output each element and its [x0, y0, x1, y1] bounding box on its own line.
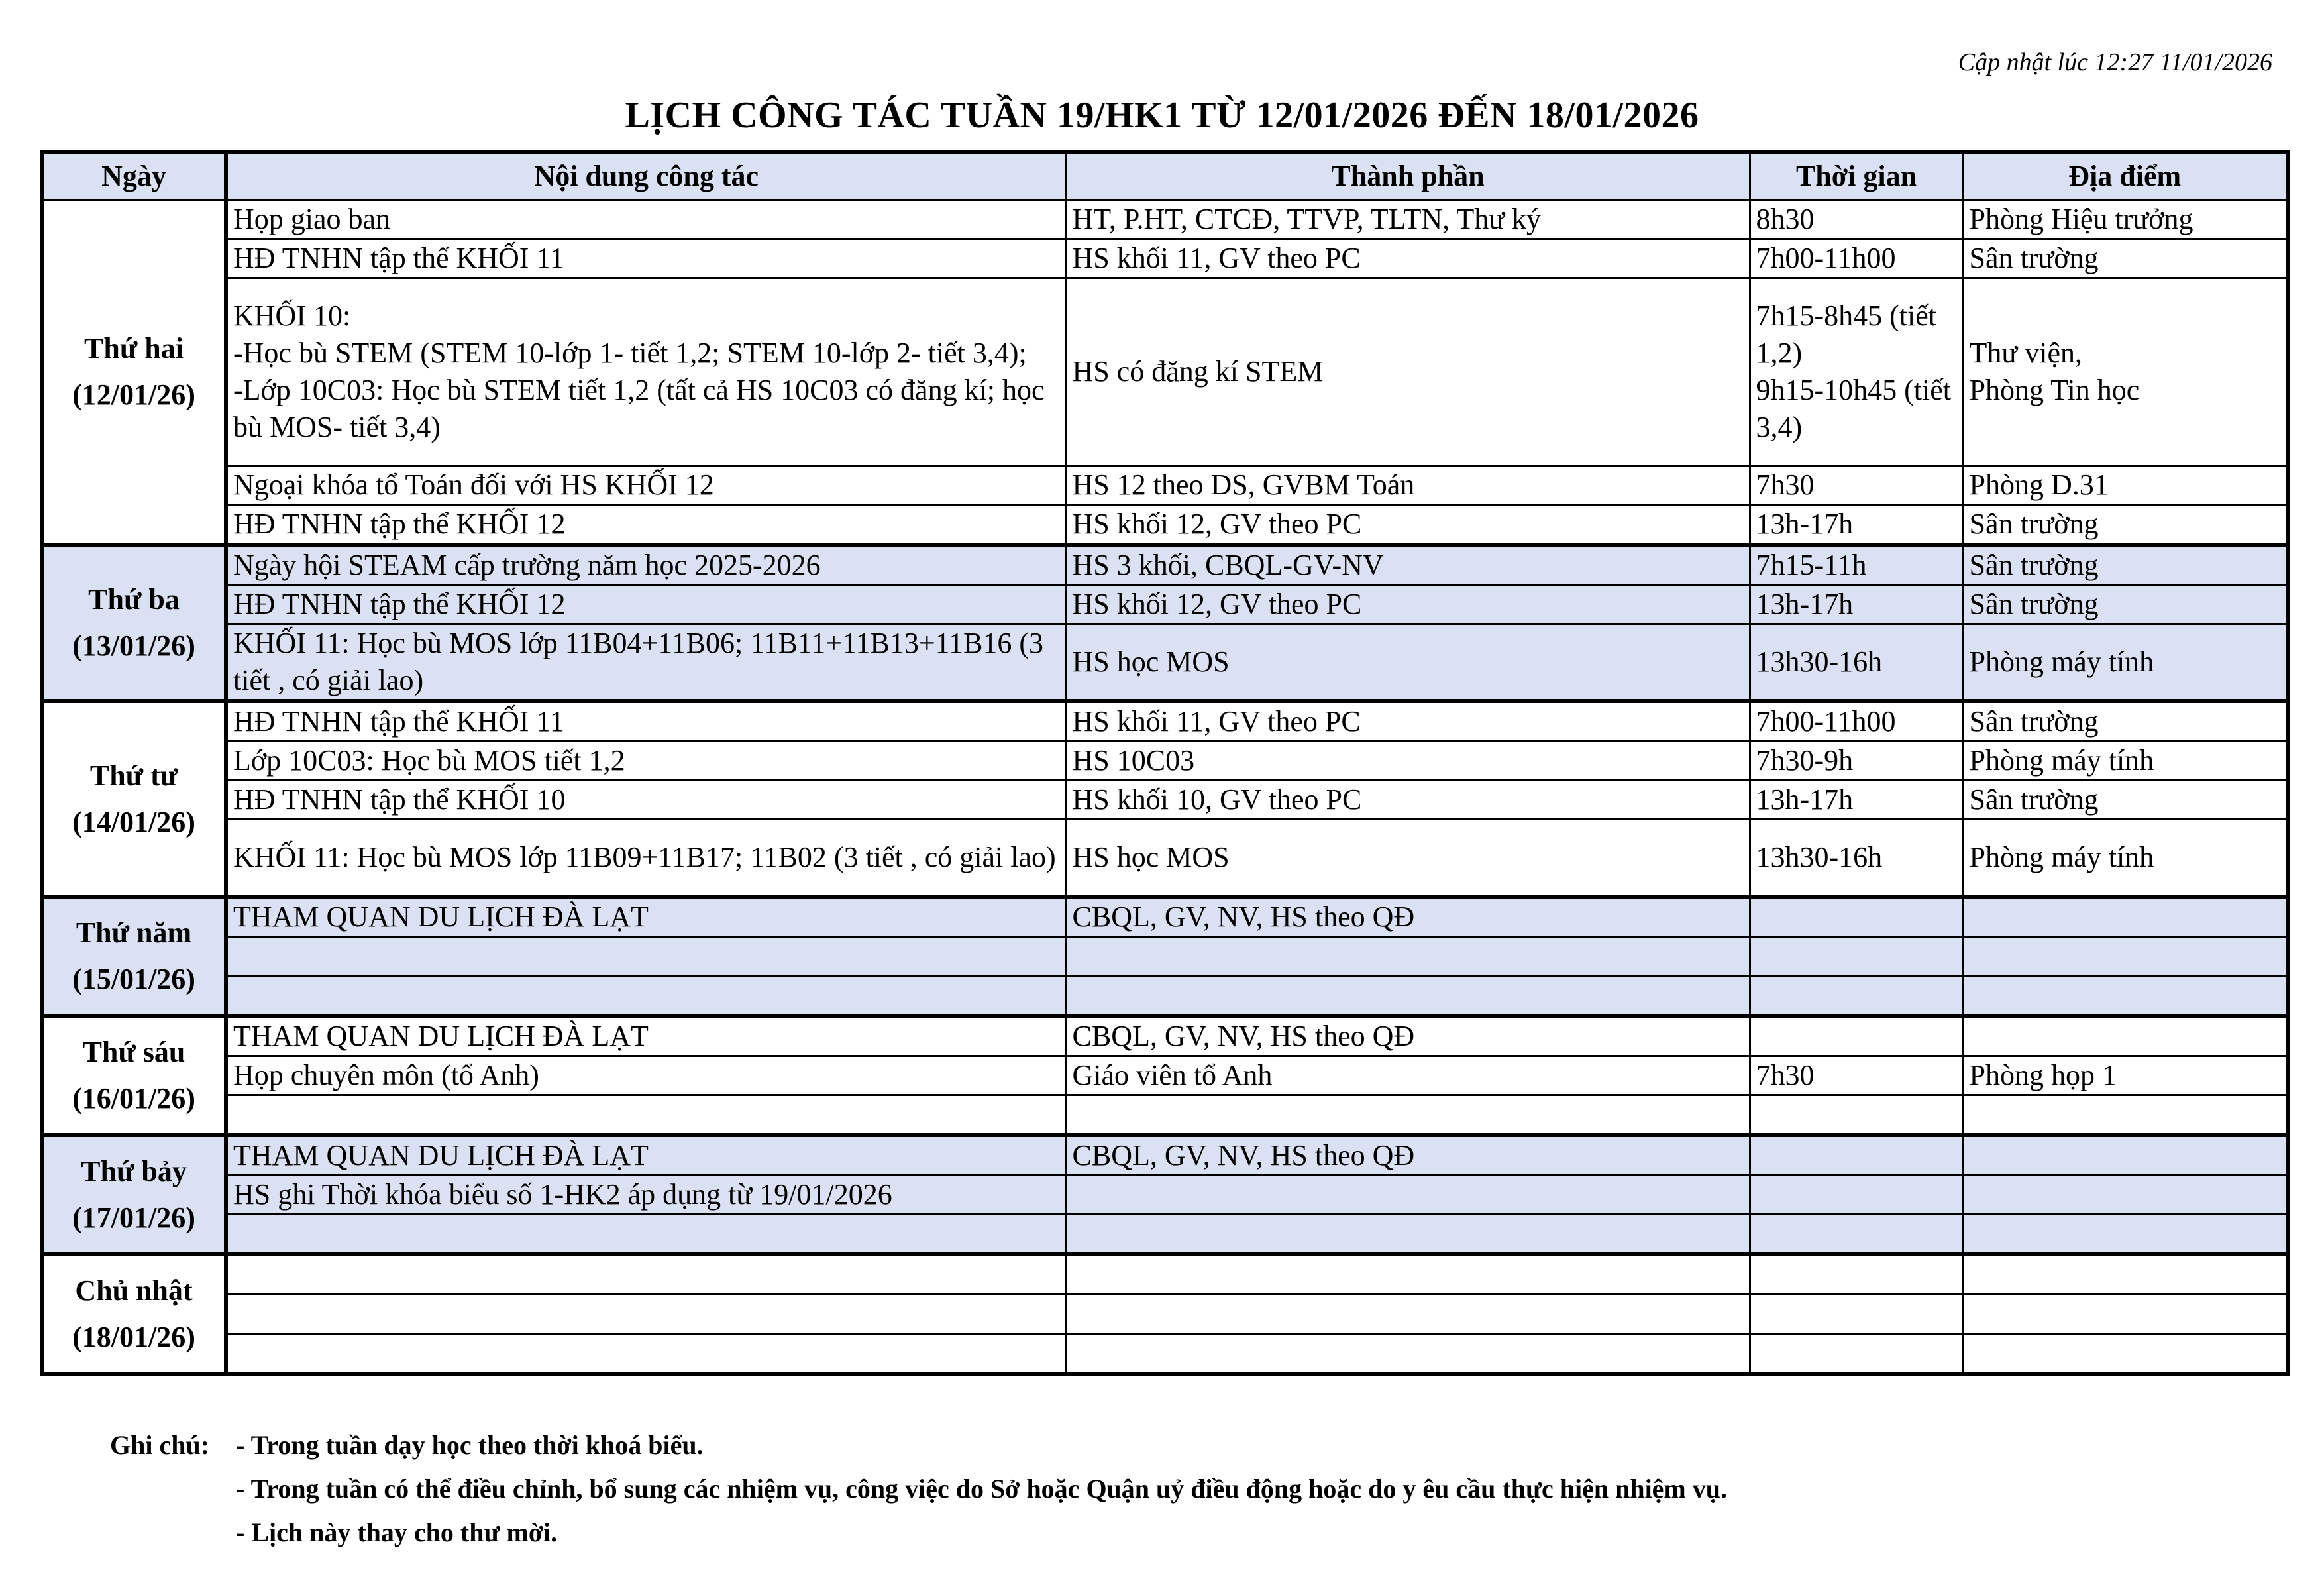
content-cell: Họp giao ban [226, 200, 1066, 239]
day-cell [42, 1016, 226, 1135]
place-cell [1963, 1254, 2288, 1295]
time-cell [1750, 1176, 1963, 1215]
day-cell [42, 897, 226, 1016]
members-cell [1066, 1295, 1750, 1334]
content-cell [226, 1215, 1066, 1255]
day-name: Chủ nhật [75, 1274, 193, 1307]
content-cell: KHỐI 11: Học bù MOS lớp 11B04+11B06; 11B11+11B13+11B16 (3 tiết , có giải lao) [226, 624, 1066, 702]
table-row [42, 1095, 2288, 1136]
header-place: Địa điểm [1963, 152, 2288, 200]
day-date: (16/01/26) [72, 1082, 195, 1115]
place-cell [1963, 1176, 2288, 1215]
table-row [42, 897, 2288, 937]
members-cell: CBQL, GV, NV, HS theo QĐ [1066, 897, 1750, 937]
place-cell: Phòng D.31 [1963, 466, 2288, 505]
members-cell: HS 3 khối, CBQL-GV-NV [1066, 545, 1750, 585]
table-row [42, 701, 2288, 742]
members-cell [1066, 1095, 1750, 1136]
place-cell: Phòng máy tính [1963, 624, 2288, 702]
members-cell: Giáo viên tổ Anh [1066, 1056, 1750, 1095]
members-cell: HS khối 11, GV theo PC [1066, 239, 1750, 278]
place-cell: Phòng họp 1 [1963, 1056, 2288, 1095]
time-cell: 7h00-11h00 [1750, 239, 1963, 278]
time-cell: 7h15-11h [1750, 545, 1963, 585]
table-row [42, 1215, 2288, 1255]
time-cell [1750, 937, 1963, 976]
notes-label: Ghi chú: [110, 1430, 210, 1460]
notes-lines [236, 1423, 2223, 1555]
day-name: Thứ ba [88, 583, 180, 616]
time-cell: 13h30-16h [1750, 624, 1963, 702]
members-cell: HS học MOS [1066, 820, 1750, 897]
day-name: Thứ hai [84, 332, 184, 364]
table-row [42, 1176, 2288, 1215]
table-row [42, 781, 2288, 820]
table-row [42, 505, 2288, 545]
table-row [42, 1254, 2288, 1295]
place-cell [1963, 1135, 2288, 1176]
place-cell: Sân trường [1963, 239, 2288, 278]
members-cell: HS có đăng kí STEM [1066, 278, 1750, 466]
header-content: Nội dung công tác [226, 152, 1066, 200]
table-row [42, 239, 2288, 278]
table-row [42, 1056, 2288, 1095]
members-cell: HT, P.HT, CTCĐ, TTVP, TLTN, Thư ký [1066, 200, 1750, 239]
content-cell: KHỐI 11: Học bù MOS lớp 11B09+11B17; 11B02 (3 tiết , có giải lao) [226, 820, 1066, 897]
place-cell [1963, 1016, 2288, 1056]
content-cell: HĐ TNHN tập thể KHỐI 12 [226, 505, 1066, 545]
table-row [42, 585, 2288, 624]
content-cell: Lớp 10C03: Học bù MOS tiết 1,2 [226, 742, 1066, 781]
place-cell [1963, 976, 2288, 1017]
members-cell [1066, 1254, 1750, 1295]
time-cell [1750, 1016, 1963, 1056]
time-cell: 13h30-16h [1750, 820, 1963, 897]
place-cell: Sân trường [1963, 781, 2288, 820]
members-cell [1066, 1334, 1750, 1374]
time-cell [1750, 1295, 1963, 1334]
table-row [42, 545, 2288, 585]
content-cell [226, 937, 1066, 976]
place-cell: Phòng Hiệu trưởng [1963, 200, 2288, 239]
time-cell: 8h30 [1750, 200, 1963, 239]
content-cell: THAM QUAN DU LỊCH ĐÀ LẠT [226, 1016, 1066, 1056]
page-title: LỊCH CÔNG TÁC TUẦN 19/HK1 TỪ 12/01/2026 ĐẾN 18/01/2026 [625, 95, 1699, 136]
schedule-body [42, 200, 2288, 1374]
content-cell: HĐ TNHN tập thể KHỐI 12 [226, 585, 1066, 624]
place-cell [1963, 1095, 2288, 1136]
content-cell: THAM QUAN DU LỊCH ĐÀ LẠT [226, 897, 1066, 937]
members-cell: CBQL, GV, NV, HS theo QĐ [1066, 1016, 1750, 1056]
day-name: Thứ tư [89, 759, 178, 792]
members-cell: HS khối 10, GV theo PC [1066, 781, 1750, 820]
content-cell [226, 1295, 1066, 1334]
members-cell: HS khối 12, GV theo PC [1066, 505, 1750, 545]
table-row [42, 820, 2288, 897]
members-cell: HS 10C03 [1066, 742, 1750, 781]
note-line: - Lịch này thay cho thư mời. [236, 1517, 558, 1547]
time-cell [1750, 1254, 1963, 1295]
time-cell [1750, 976, 1963, 1017]
header-row [42, 152, 2288, 200]
table-row [42, 976, 2288, 1017]
content-cell: KHỐI 10: -Học bù STEM (STEM 10-lớp 1- tiết 1,2; STEM 10-lớp 2- tiết 3,4); -Lớp 10C03: Học bù STEM tiết 1,2 (tất cả HS 10C03 có đăng kí; học bù MOS- tiết 3,4) [226, 278, 1066, 466]
time-cell [1750, 897, 1963, 937]
time-cell [1750, 1215, 1963, 1255]
members-cell [1066, 937, 1750, 976]
place-cell: Sân trường [1963, 701, 2288, 742]
place-cell: Thư viện, Phòng Tin học [1963, 278, 2288, 466]
content-cell: THAM QUAN DU LỊCH ĐÀ LẠT [226, 1135, 1066, 1176]
content-cell [226, 1254, 1066, 1295]
place-cell [1963, 937, 2288, 976]
members-cell [1066, 1176, 1750, 1215]
table-row [42, 1135, 2288, 1176]
day-date: (18/01/26) [72, 1321, 195, 1353]
time-cell: 7h30 [1750, 466, 1963, 505]
day-cell [42, 701, 226, 897]
place-cell: Sân trường [1963, 505, 2288, 545]
time-cell: 7h30-9h [1750, 742, 1963, 781]
schedule-table [40, 150, 2290, 1376]
time-cell: 7h00-11h00 [1750, 701, 1963, 742]
time-cell: 13h-17h [1750, 781, 1963, 820]
day-cell [42, 200, 226, 545]
day-cell [42, 1135, 226, 1254]
note-line: - Trong tuần có thể điều chỉnh, bổ sung các nhiệm vụ, công việc do Sở hoặc Quận uỷ điều động hoặc do y êu cầu thực hiện nhiệm vụ. [236, 1474, 1727, 1504]
day-date: (13/01/26) [72, 630, 195, 662]
members-cell: HS khối 12, GV theo PC [1066, 585, 1750, 624]
place-cell [1963, 897, 2288, 937]
day-date: (17/01/26) [72, 1201, 195, 1234]
content-cell: Họp chuyên môn (tổ Anh) [226, 1056, 1066, 1095]
time-cell: 13h-17h [1750, 585, 1963, 624]
day-cell [42, 545, 226, 701]
place-cell [1963, 1215, 2288, 1255]
table-row [42, 1295, 2288, 1334]
time-cell [1750, 1334, 1963, 1374]
table-row [42, 624, 2288, 702]
header-time: Thời gian [1750, 152, 1963, 200]
content-cell: Ngày hội STEAM cấp trường năm học 2025-2026 [226, 545, 1066, 585]
place-cell: Sân trường [1963, 545, 2288, 585]
time-cell [1750, 1095, 1963, 1136]
updated-timestamp: Cập nhật lúc 12:27 11/01/2026 [1958, 48, 2272, 76]
header-members: Thành phần [1066, 152, 1750, 200]
members-cell: HS 12 theo DS, GVBM Toán [1066, 466, 1750, 505]
place-cell [1963, 1334, 2288, 1374]
day-cell [42, 1254, 226, 1374]
members-cell: CBQL, GV, NV, HS theo QĐ [1066, 1135, 1750, 1176]
table-row [42, 1016, 2288, 1056]
content-cell [226, 976, 1066, 1017]
place-cell: Phòng máy tính [1963, 820, 2288, 897]
content-cell [226, 1095, 1066, 1136]
time-cell: 7h15-8h45 (tiết 1,2) 9h15-10h45 (tiết 3,4) [1750, 278, 1963, 466]
header-day: Ngày [42, 152, 226, 200]
table-row [42, 200, 2288, 239]
members-cell [1066, 1215, 1750, 1255]
day-name: Thứ bảy [81, 1155, 187, 1187]
table-row [42, 1334, 2288, 1374]
day-name: Thứ năm [76, 916, 192, 949]
note-line: - Trong tuần dạy học theo thời khoá biểu. [236, 1430, 704, 1460]
time-cell: 13h-17h [1750, 505, 1963, 545]
members-cell: HS học MOS [1066, 624, 1750, 702]
day-date: (14/01/26) [72, 805, 195, 838]
day-date: (15/01/26) [72, 963, 195, 995]
table-row [42, 278, 2288, 466]
time-cell: 7h30 [1750, 1056, 1963, 1095]
content-cell: HS ghi Thời khóa biểu số 1-HK2 áp dụng từ 19/01/2026 [226, 1176, 1066, 1215]
time-cell [1750, 1135, 1963, 1176]
place-cell: Phòng máy tính [1963, 742, 2288, 781]
content-cell: HĐ TNHN tập thể KHỐI 11 [226, 701, 1066, 742]
place-cell: Sân trường [1963, 585, 2288, 624]
day-date: (12/01/26) [72, 378, 195, 411]
place-cell [1963, 1295, 2288, 1334]
table-row [42, 466, 2288, 505]
content-cell: HĐ TNHN tập thể KHỐI 11 [226, 239, 1066, 278]
content-cell: HĐ TNHN tập thể KHỐI 10 [226, 781, 1066, 820]
table-row [42, 937, 2288, 976]
content-cell: Ngoại khóa tổ Toán đối với HS KHỐI 12 [226, 466, 1066, 505]
content-cell [226, 1334, 1066, 1374]
members-cell [1066, 976, 1750, 1017]
day-name: Thứ sáu [82, 1036, 185, 1068]
table-row [42, 742, 2288, 781]
members-cell: HS khối 11, GV theo PC [1066, 701, 1750, 742]
